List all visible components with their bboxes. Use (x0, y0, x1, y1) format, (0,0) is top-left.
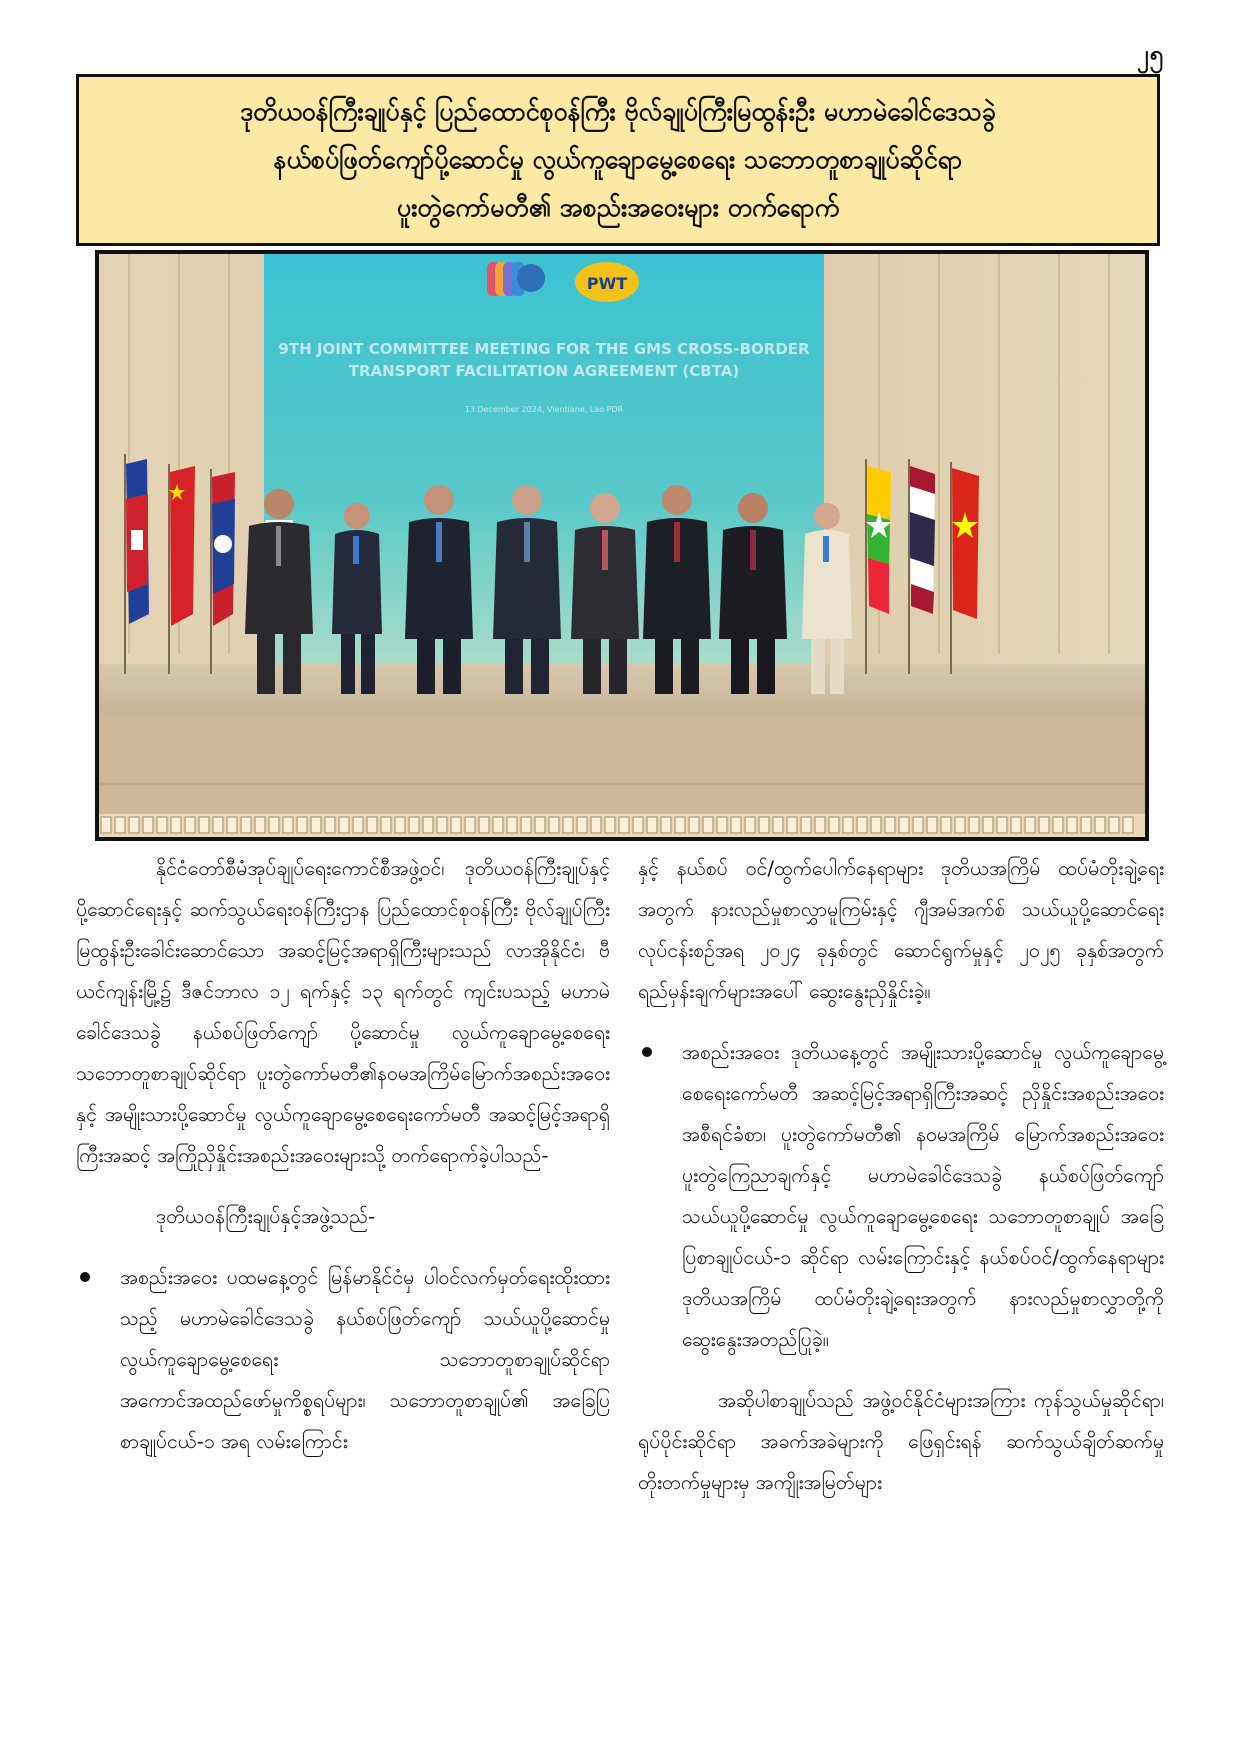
meeting-photo (95, 250, 1149, 841)
bullet-text-day-two: အစည်းအဝေး ဒုတိယနေ့တွင် အမျိုးသားပို့ဆောင်မှု လွယ်ကူချောမွေ့စေရေးကော်မတီ အဆင့်မြင့်အရာရှိကြီးအဆင့် ညှိနှိုင်းအစည်းအဝေးအစီရင်ခံစာ၊ ပူးတွဲကော်မတီ၏ နဝမအကြိမ် မြောက်အစည်းအဝေး ပူးတွဲကြေညာချက်နှင့် မဟာမဲခေါင်ဒေသခွဲ နယ်စပ်ဖြတ်ကျော် သယ်ယူပို့ဆောင်မှု လွယ်ကူချောမွေ့စေရေး သဘောတူစာချုပ် အခြေပြစာချုပ်ငယ်-၁ ဆိုင်ရာ လမ်းကြောင်းနှင့် နယ်စပ်ဝင်/ထွက်နေရာများ ဒုတိယအကြိမ် ထပ်မံတိုးချဲ့ရေးအတွက် နားလည်မှုစာလွှာတို့ကို ဆွေးနွေးအတည်ပြုခဲ့။ (682, 1041, 1164, 1351)
article-left-column (76, 848, 610, 1462)
headline-line-1: ဒုတိယဝန်ကြီးချုပ်နှင့် ပြည်ထောင်စုဝန်ကြီး ဗိုလ်ချုပ်ကြီးမြထွန်းဦး မဟာမဲခေါင်ဒေသခွဲ (240, 97, 996, 126)
gms-logo (487, 262, 545, 296)
headline-box (76, 74, 1160, 246)
banner-title-2: TRANSPORT FACILITATION AGREEMENT (CBTA) (348, 362, 740, 380)
pwt-logo-text: PWT (586, 274, 628, 293)
headline-line-2: နယ်စပ်ဖြတ်ကျော်ပို့ဆောင်မှု လွယ်ကူချောမွေ့စေရေး သဘောတူစာချုပ်ဆိုင်ရာ (273, 145, 963, 174)
banner-title-1: 9TH JOINT COMMITTEE MEETING FOR THE GMS CROSS-BORDER (278, 340, 810, 358)
article-right-column (638, 848, 1164, 1503)
bullet-text-day-one: အစည်းအဝေး ပထမနေ့တွင် မြန်မာနိုင်ငံမှ ပါဝင်လက်မှတ်ရေးထိုးထားသည့် မဟာမဲခေါင်ဒေသခွဲ နယ်စပ်ဖြတ်ကျော် သယ်ယူပို့ဆောင်မှု လွယ်ကူချောမွေ့စေရေး သဘောတူစာချုပ်ဆိုင်ရာ အကောင်အထည်ဖော်မှုကိစ္စရပ်များ၊ သဘောတူစာချုပ်၏ အခြေပြစာချုပ်ငယ်-၁ အရ လမ်းကြောင်း (120, 1266, 610, 1453)
closing-paragraph: အဆိုပါစာချုပ်သည် အဖွဲ့ဝင်နိုင်ငံများအကြား ကုန်သွယ်မှုဆိုင်ရာ၊ ရုပ်ပိုင်းဆိုင်ရာ အခက်အခဲများကို ဖြေရှင်းရန် ဆက်သွယ်ချိတ်ဆက်မှု တိုးတက်မှုများမှ အကျိုးအမြတ်များ (638, 1389, 1164, 1494)
bullet-item-day-one (76, 1257, 610, 1462)
delegation-subheading: ဒုတိယဝန်ကြီးချုပ်နှင့်အဖွဲ့သည်- (156, 1205, 376, 1228)
bullet-icon (80, 1272, 90, 1282)
bullet-continuation: နှင့် နယ်စပ် ဝင်/ထွက်ပေါက်နေရာများ ဒုတိယအကြိမ် ထပ်မံတိုးချဲ့ရေးအတွက် နားလည်မှုစာလွှာမူကြမ်းနှင့် ဂျီအမ်အက်စ် သယ်ယူပို့ဆောင်ရေးလုပ်ငန်းစဉ်အရ ၂၀၂၄ ခုနှစ်တွင် ဆောင်ရွက်မှုနှင့် ၂၀၂၅ ခုနှစ်အတွက် ရည်မှန်းချက်များအပေါ် ဆွေးနွေးညှိနှိုင်းခဲ့။ (638, 857, 1164, 1003)
pwt-logo (575, 262, 639, 302)
bullet-icon (642, 1047, 652, 1057)
meeting-photo-illustration (99, 254, 1145, 837)
bullet-item-day-two (638, 1032, 1164, 1360)
page-number: ၂၅ (1136, 40, 1164, 68)
headline-line-3: ပူးတွဲကော်မတီ၏ အစည်းအဝေးများ တက်ရောက် (396, 193, 840, 222)
stage-lights (99, 814, 1145, 837)
banner-date: 13 December 2024, Vientiane, Lao PDR (464, 405, 624, 414)
intro-paragraph: နိုင်ငံတော်စီမံအုပ်ချုပ်ရေးကောင်စီအဖွဲ့ဝင်၊ ဒုတိယဝန်ကြီးချုပ်နှင့် ပို့ဆောင်ရေးနှင့် ဆက်သွယ်ရေးဝန်ကြီးဌာန ပြည်ထောင်စုဝန်ကြီး ဗိုလ်ချုပ်ကြီး မြထွန်းဦးခေါင်းဆောင်သော အဆင့်မြင့်အရာရှိကြီးများသည် လာအိုနိုင်ငံ၊ ဗီယင်ကျန်းမြို့၌ ဒီဇင်ဘာလ ၁၂ ရက်နှင့် ၁၃ ရက်တွင် ကျင်းပသည့် မဟာမဲခေါင်ဒေသခွဲ နယ်စပ်ဖြတ်ကျော် ပို့ဆောင်မှု လွယ်ကူချောမွေ့စေရေး သဘောတူစာချုပ်ဆိုင်ရာ ပူးတွဲကော်မတီ၏နဝမအကြိမ်မြောက်အစည်းအဝေးနှင့် အမျိုးသားပို့ဆောင်မှု လွယ်ကူချောမွေ့စေရေးကော်မတီ အဆင့်မြင့်အရာရှိကြီးအဆင့် အကြိုညှိနှိုင်းအစည်းအဝေးများသို့ တက်ရောက်ခဲ့ပါသည်- (76, 857, 610, 1167)
